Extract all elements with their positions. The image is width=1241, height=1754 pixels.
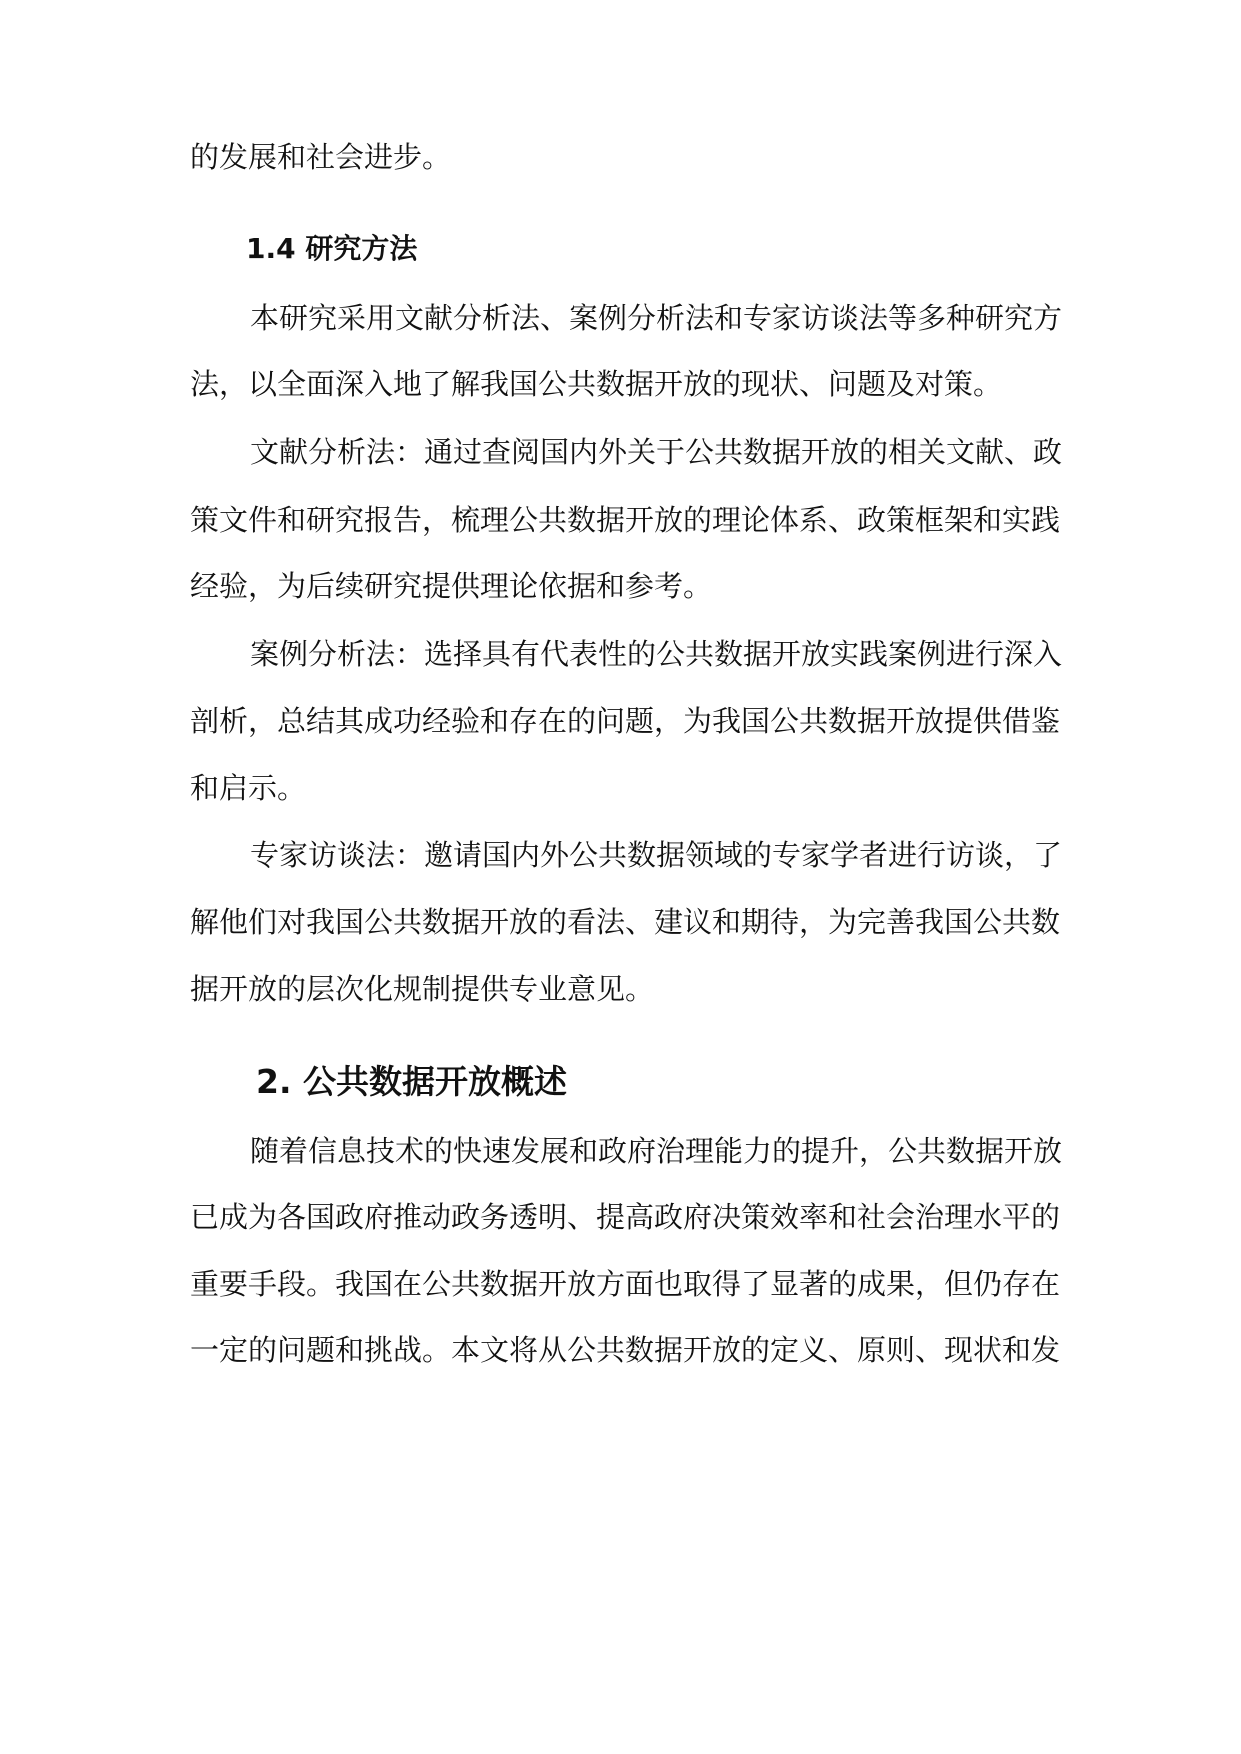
section-heading-2: 2. 公共数据开放概述 [256,1062,567,1101]
paragraph-line: 剖析，总结其成功经验和存在的问题，为我国公共数据开放提供借鉴 [190,704,1061,738]
paragraph-line: 解他们对我国公共数据开放的看法、建议和期待，为完善我国公共数 [190,905,1061,939]
paragraph-line: 案例分析法：选择具有代表性的公共数据开放实践案例进行深入 [250,637,1063,671]
section-heading-1-4: 1.4 研究方法 [246,232,418,265]
paragraph-line: 专家访谈法：邀请国内外公共数据领域的专家学者进行访谈，了 [250,838,1063,872]
paragraph-line: 法，以全面深入地了解我国公共数据开放的现状、问题及对策。 [190,367,1003,401]
paragraph-line: 随着信息技术的快速发展和政府治理能力的提升，公共数据开放 [250,1134,1063,1168]
paragraph-line: 策文件和研究报告，梳理公共数据开放的理论体系、政策框架和实践 [190,503,1061,537]
paragraph-line: 重要手段。我国在公共数据开放方面也取得了显著的成果，但仍存在 [190,1267,1061,1301]
paragraph-line: 和启示。 [190,771,307,805]
paragraph-line: 文献分析法：通过查阅国内外关于公共数据开放的相关文献、政 [250,435,1063,469]
paragraph-line: 的发展和社会进步。 [190,140,452,174]
paragraph-line: 一定的问题和挑战。本文将从公共数据开放的定义、原则、现状和发 [190,1333,1061,1367]
paragraph-line: 已成为各国政府推动政务透明、提高政府决策效率和社会治理水平的 [190,1200,1061,1234]
paragraph-line: 经验，为后续研究提供理论依据和参考。 [190,569,713,603]
paragraph-line: 据开放的层次化规制提供专业意见。 [190,972,655,1006]
paragraph-line: 本研究采用文献分析法、案例分析法和专家访谈法等多种研究方 [250,301,1063,335]
